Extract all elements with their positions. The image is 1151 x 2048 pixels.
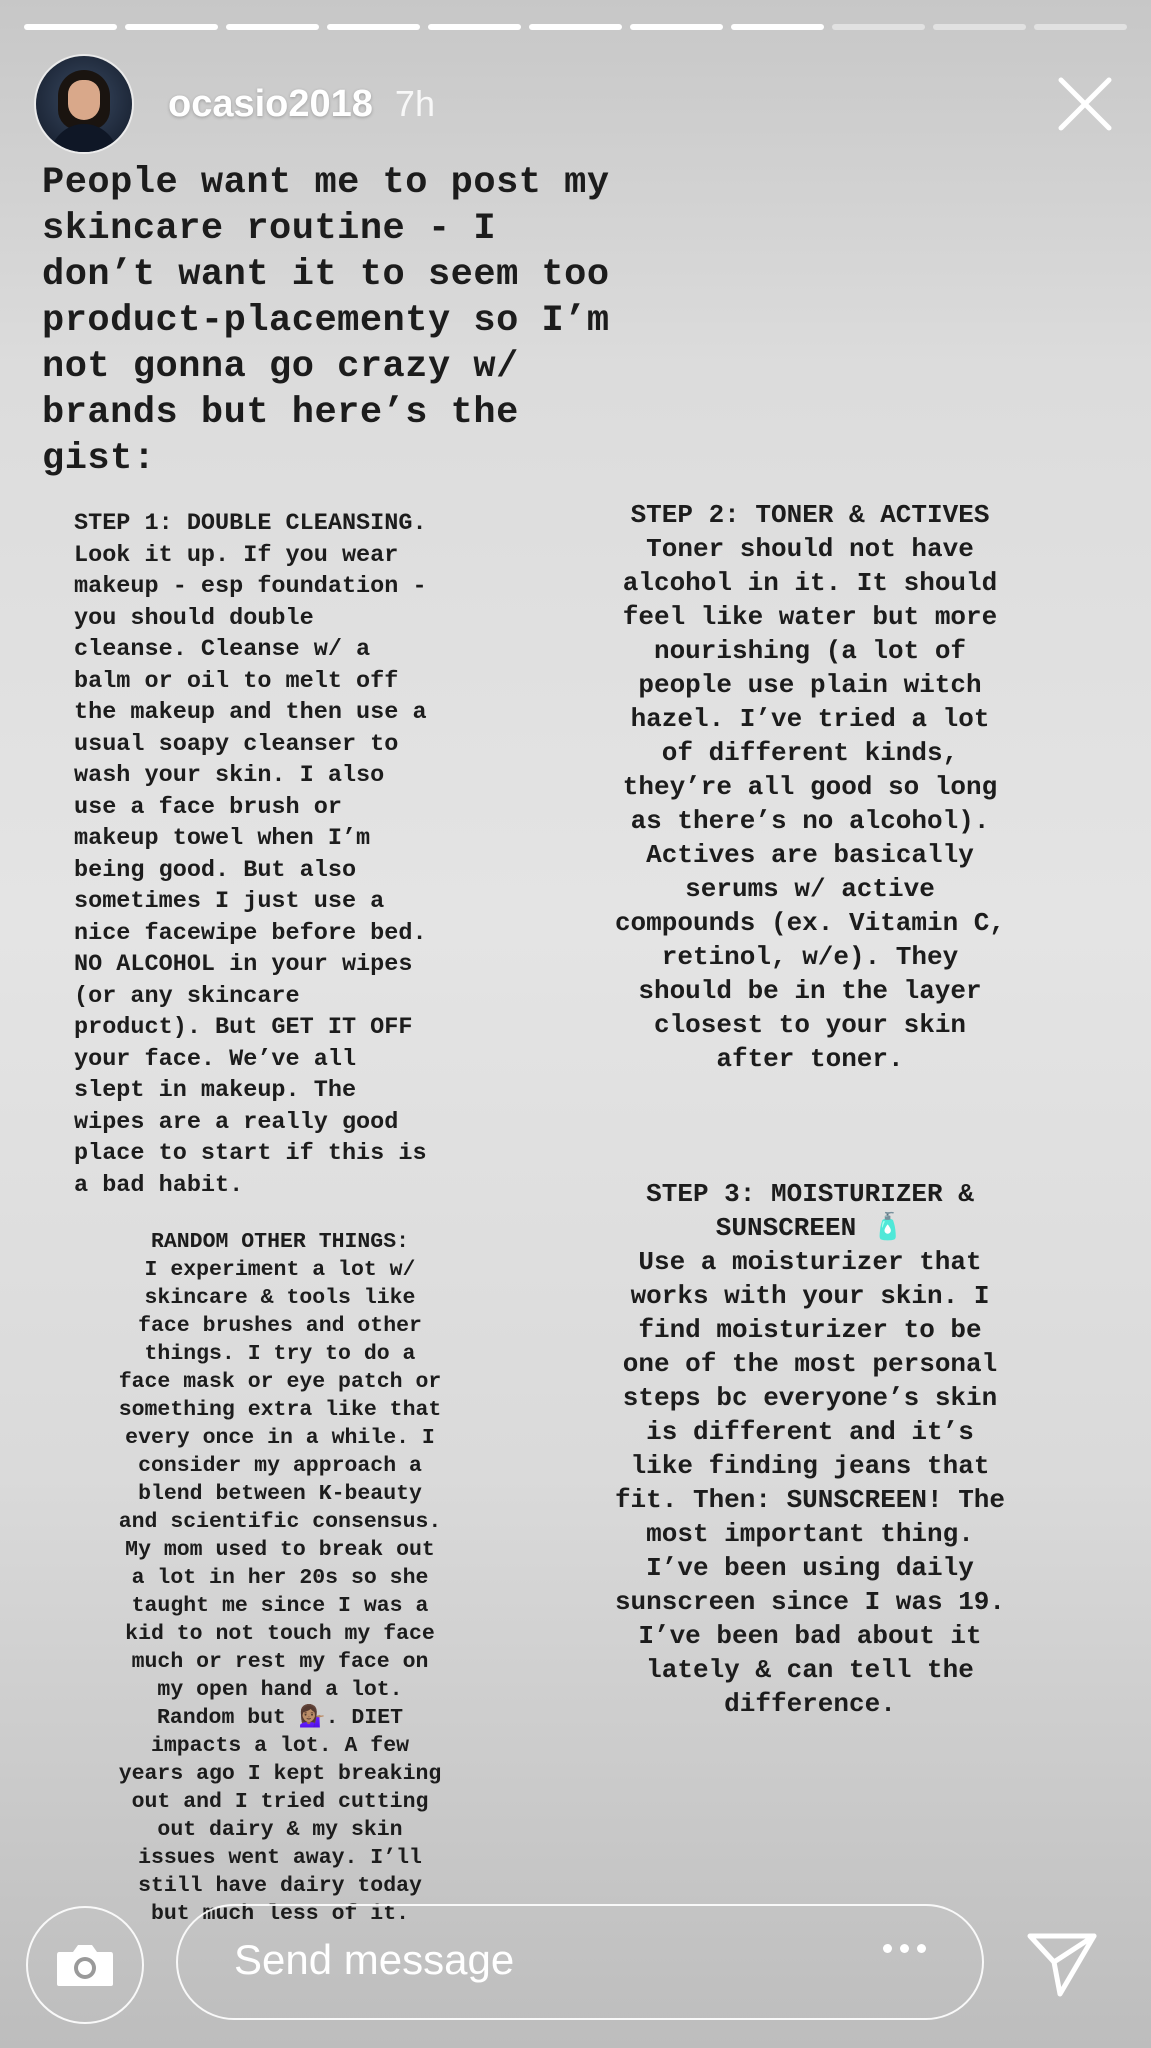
camera-icon (55, 1942, 115, 1988)
random-other-things-text: RANDOM OTHER THINGS: I experiment a lot w/ skincare & tools like face brushes and other things. I try to do a face mask or eye patch or something extra like that every once in a while. I consider my approach a blend between K-beauty and scientific consensus. My mom used to break out a lot in her 20s so she taught me since I was a kid to not touch my face much or rest my face on my open hand a lot. Random but 💁🏽‍♀️. DIET impacts a lot. A few years ago I kept breaking out and I tried cutting out dairy & my skin issues went away. I’ll still have dairy today but much less of it. (118, 1230, 442, 1926)
progress-segment (24, 24, 117, 30)
avatar[interactable] (36, 56, 132, 152)
send-message-input[interactable] (176, 1904, 984, 2020)
send-message-placeholder: Send message (234, 1936, 515, 1983)
intro-text: People want me to post my skincare routine - I don’t want it to seem too product-placementy so I’m not gonna go crazy w/ brands but here’s the gist: (42, 162, 610, 480)
progress-segment (529, 24, 622, 30)
step-1-text: STEP 1: DOUBLE CLEANSING. Look it up. If you wear makeup - esp foundation - you should double cleanse. Cleanse w/ a balm or oil to melt off the makeup and then use a usual soapy cleanser to wash your skin. I also use a face brush or makeup towel when I’m being good. But also sometimes I just use a nice facewipe before bed. NO ALCOHOL in your wipes (or any skincare product). But GET IT OFF your face. We’ve all slept in makeup. The wipes are a really good place to start if this is a bad habit. (74, 510, 427, 1199)
more-options-button[interactable] (883, 1944, 926, 1953)
avatar-face (68, 80, 100, 120)
story-progress-bar (24, 24, 1127, 30)
progress-segment (428, 24, 521, 30)
progress-segment (327, 24, 420, 30)
step-3-text: STEP 3: MOISTURIZER & SUNSCREEN 🧴 Use a moisturizer that works with your skin. I find moisturizer to be one of the most personal steps bc everyone’s skin is different and it’s like finding jeans that fit. Then: SUNSCREEN! The most important thing. I’ve been using daily sunscreen since I was 19. I’ve been bad about it lately & can tell the difference. (614, 1179, 1006, 1719)
progress-segment (1034, 24, 1127, 30)
avatar-body (50, 124, 118, 152)
more-dots-icon (917, 1944, 926, 1953)
progress-segment (731, 24, 824, 30)
more-dots-icon (900, 1944, 909, 1953)
send-button[interactable] (1022, 1922, 1102, 2002)
close-icon (1055, 74, 1115, 134)
story-header (36, 54, 435, 154)
camera-button[interactable] (26, 1906, 144, 2024)
username[interactable]: ocasio2018 (168, 82, 373, 125)
more-dots-icon (883, 1944, 892, 1953)
progress-segment (832, 24, 925, 30)
send-paper-plane-icon (1022, 1922, 1102, 2002)
progress-segment (630, 24, 723, 30)
progress-segment (933, 24, 1026, 30)
close-button[interactable] (1055, 74, 1115, 134)
post-time: 7h (394, 83, 435, 124)
progress-segment (226, 24, 319, 30)
step-2-text: STEP 2: TONER & ACTIVES Toner should not have alcohol in it. It should feel like water but more nourishing (a lot of people use plain witch hazel. I’ve tried a lot of different kinds, they’re all good so long as there’s no alcohol). Actives are basically serums w/ active compounds (ex. Vitamin C, retinol, w/e). They should be in the layer closest to your skin after toner. (614, 500, 1006, 1074)
progress-segment (125, 24, 218, 30)
